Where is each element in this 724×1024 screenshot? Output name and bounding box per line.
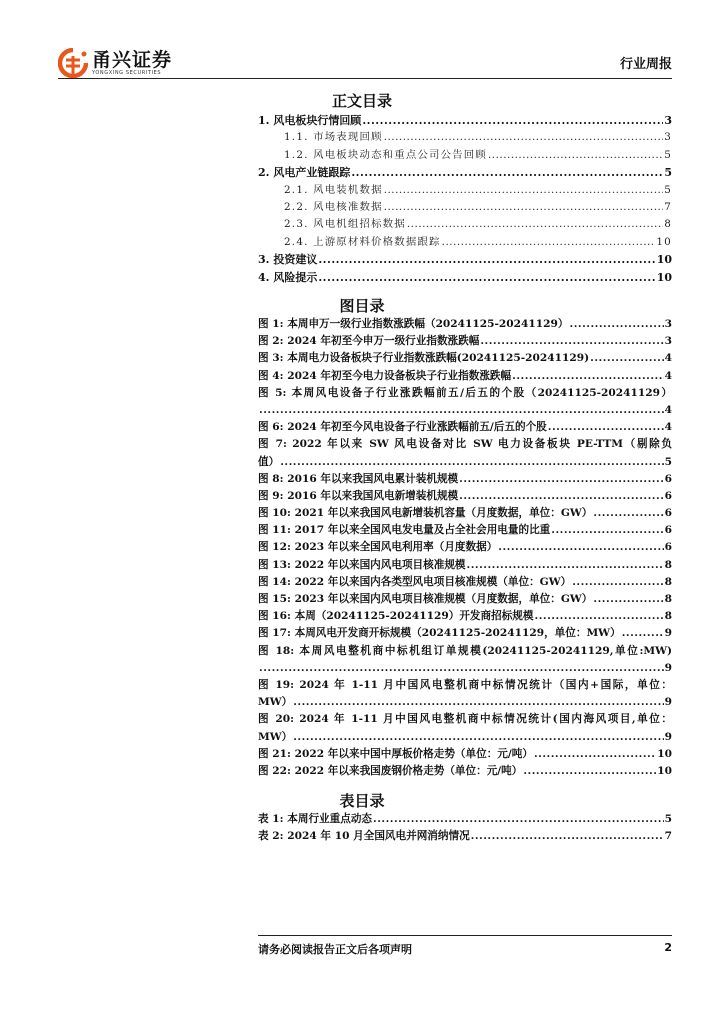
entry-page-number: 9 [664,627,672,640]
entry-title: 表 2: 2024 年 10 月全国风电并网消纳情况 [258,830,470,843]
entry-page-number: 4 [664,352,672,365]
entry-title: 图 15: 2023 年以来国内风电项目核准规模（月度数据，单位：GW） [258,593,593,605]
entry-title: 2.4. 上游原材料价格数据跟踪 [284,235,441,248]
dot-leader [293,729,663,746]
entry-page-number: 5 [664,166,672,180]
entry-page-number: 8 [664,610,672,623]
dot-leader [384,182,664,199]
figure-entry[interactable] [258,488,672,505]
dot-leader [480,333,663,350]
figure-entry-continuation[interactable] [258,402,672,419]
entry-page-number: 10 [656,253,672,267]
entry-title: 图 6: 2024 年初至今风电设备子行业涨跌幅前五/后五的个股 [258,421,547,434]
dot-leader [593,591,663,608]
entry-title: 2.3. 风电机组招标数据 [284,218,406,231]
entry-title: 图 13: 2022 年以来国内风电项目核准规模 [258,558,466,571]
entry-title: 图 8: 2016 年以来我国风电累计装机规模 [258,472,459,485]
figure-entry[interactable] [258,505,672,522]
entry-title-continued: 值） [258,455,280,468]
entry-title: 图 16: 本周（20241125-20241129）开发商招标规模 [258,610,534,623]
entry-title: 图 22: 2022 年以来我国废钢价格走势（单位：元/吨） [258,764,523,777]
table-entry[interactable] [258,811,672,828]
dot-leader [488,147,663,164]
entry-title: 图 9: 2016 年以来我国风电新增装机规模 [258,489,459,502]
contents-entry[interactable] [258,199,672,216]
yongxing-logo-icon [58,48,88,78]
header-divider [58,78,672,79]
entry-page-number: 4 [664,421,672,434]
logo-company-name: 甬兴证券 [92,48,173,71]
figure-entry[interactable] [258,522,672,539]
entry-title: 图 2: 2024 年初至今申万一级行业指数涨跌幅 [258,335,480,348]
tables-list [258,811,672,845]
dot-leader [548,419,664,436]
dot-leader [551,522,663,539]
entry-page-number: 8 [664,218,672,231]
figure-entry-first-line[interactable]: 图 5: 本周风电设备子行业涨跌幅前五/后五的个股（20241125-20241129） [258,386,672,399]
dot-leader [471,828,664,845]
contents-entry[interactable] [258,269,672,286]
figure-entry[interactable] [258,539,672,556]
figure-entry-first-line[interactable]: 图 7: 2022 年以来 SW 风电设备对比 SW 电力设备板块 PE-TTM（剔除负 [258,438,672,451]
entry-page-number: 5 [664,183,672,196]
figures-list [258,316,672,780]
entry-title: 图 1: 本周申万一级行业指数涨跌幅（20241125-20241129） [258,318,569,330]
entry-page-number: 4 [664,403,672,416]
dot-leader [259,402,664,419]
contents-entry[interactable] [258,234,672,251]
entry-page-number: 3 [664,335,672,348]
entry-page-number: 8 [664,575,672,588]
entry-title: 图 11: 2017 年以来全国风电发电量及占全社会用电量的比重 [258,524,551,537]
entry-page-number: 8 [664,558,672,571]
figure-entry-continuation[interactable] [258,454,672,471]
dot-leader [318,269,655,286]
entry-title: 图 10: 2021 年以来我国风电新增装机容量（月度数据，单位：GW） [258,507,593,520]
dot-leader [384,129,664,146]
entry-title: 2. 风电产业链跟踪 [258,166,351,180]
dot-leader [498,539,663,556]
dot-leader [570,316,664,333]
entry-page-number: 10 [656,270,672,284]
table-entry[interactable] [258,828,672,845]
entry-title: 3. 投资建议 [258,253,318,267]
dot-leader [442,234,656,251]
figure-entry[interactable] [258,419,672,436]
dot-leader [318,251,655,268]
contents-entry[interactable] [258,147,672,164]
entry-title: 图 21: 2022 年以来中国中厚板价格走势（单位：元/吨） [258,747,533,760]
dot-leader [362,112,663,129]
contents-list [258,112,672,286]
figure-entry[interactable] [258,591,672,608]
contents-entry[interactable] [258,129,672,146]
entry-page-number: 3 [664,318,672,330]
figure-entry[interactable] [258,746,672,763]
figure-entry[interactable] [258,350,672,367]
figure-entry[interactable] [258,557,672,574]
figure-entry[interactable] [258,574,672,591]
dot-leader [535,608,664,625]
entry-title-continued: MW） [258,730,293,743]
figure-entry[interactable] [258,471,672,488]
entry-page-number: 9 [664,730,672,743]
contents-entry[interactable] [258,182,672,199]
contents-entry[interactable] [258,251,672,268]
figure-entry[interactable] [258,763,672,780]
entry-page-number: 6 [664,489,672,502]
entry-title: 1. 风电板块行情回顾 [258,114,362,127]
entry-page-number: 5 [664,148,672,161]
contents-entry[interactable] [258,216,672,233]
entry-page-number: 5 [664,813,672,825]
report-type-label: 行业周报 [619,57,672,72]
entry-title-continued: MW） [258,696,293,709]
figures-title: 图目录 [339,297,385,315]
figure-entry-continuation[interactable] [258,694,672,711]
dot-leader [373,811,664,828]
figure-entry[interactable] [258,608,672,625]
contents-entry[interactable] [258,164,672,181]
entry-page-number: 4 [664,369,672,382]
dot-leader [622,625,664,642]
entry-title: 1.1. 市场表现回顾 [284,131,383,144]
dot-leader [593,505,663,522]
figure-entry-continuation[interactable] [258,660,672,677]
figure-entry[interactable] [258,333,672,350]
entry-page-number: 6 [664,524,672,537]
entry-page-number: 3 [664,131,672,144]
dot-leader [407,216,663,233]
contents-entry[interactable] [258,112,672,129]
figure-entry-first-line[interactable]: 图 20: 2024 年 1-11 月中国风电整机商中标情况统计(国内海风项目,单位： [258,713,672,726]
entry-page-number: 3 [664,114,672,127]
dot-leader [512,368,664,385]
entry-title: 图 14: 2022 年以来国内各类型风电项目核准规模（单位：GW） [258,575,572,588]
page-header [58,44,672,80]
entry-title: 1.2. 风电板块动态和重点公司公告回顾 [284,148,487,161]
entry-title: 图 17: 本周风电开发商开标规模（20241125-20241129，单位：MW） [258,627,621,640]
dot-leader [572,574,663,591]
page-number: 2 [664,941,672,954]
footer-divider [258,935,672,936]
dot-leader [384,199,664,216]
figure-entry-first-line[interactable]: 图 19: 2024 年 1-11 月中国风电整机商中标情况统计（国内+国际，单位： [258,678,672,691]
entry-title: 2.2. 风电核准数据 [284,200,383,213]
figure-entry[interactable] [258,368,672,385]
contents-title: 正文目录 [331,92,392,110]
entry-title: 图 12: 2023 年以来全国风电利用率（月度数据） [258,541,498,554]
figure-entry[interactable] [258,625,672,642]
entry-page-number: 7 [664,830,672,843]
entry-title: 4. 风险提示 [258,270,318,284]
entry-title: 2.1. 风电装机数据 [284,183,383,196]
dot-leader [459,471,663,488]
entry-title: 图 4: 2024 年初至今电力设备板块子行业指数涨跌幅 [258,369,512,382]
entry-page-number: 10 [657,764,672,777]
entry-page-number: 6 [664,541,672,554]
figure-entry-continuation[interactable] [258,729,672,746]
dot-leader [351,164,663,181]
dot-leader [590,350,664,367]
tables-title: 表目录 [339,792,385,810]
dot-leader [293,694,663,711]
entry-page-number: 9 [664,696,672,709]
entry-page-number: 10 [656,235,672,248]
entry-title: 表 1: 本周行业重点动态 [258,813,373,825]
logo-company-name-en: YONGXING SECURITIES [92,69,162,76]
entry-page-number: 6 [664,507,672,520]
entry-page-number: 8 [664,593,672,605]
dot-leader [259,660,664,677]
company-logo [58,48,172,78]
figure-entry[interactable] [258,316,672,333]
dot-leader [280,454,663,471]
entry-title: 图 3: 本周电力设备板块子行业指数涨跌幅(20241125-20241129) [258,352,590,365]
dot-leader [534,746,656,763]
figure-entry-first-line[interactable]: 图 18: 本周风电整机商中标机组订单规模(20241125-20241129,单位:MW) [258,644,672,657]
entry-page-number: 9 [664,661,672,674]
dot-leader [459,488,663,505]
entry-page-number: 7 [664,200,672,213]
entry-page-number: 6 [664,472,672,485]
entry-page-number: 10 [657,747,672,760]
dot-leader [523,763,656,780]
entry-page-number: 5 [664,455,672,468]
dot-leader [467,557,664,574]
footer-disclaimer: 请务必阅读报告正文后各项声明 [258,943,412,956]
